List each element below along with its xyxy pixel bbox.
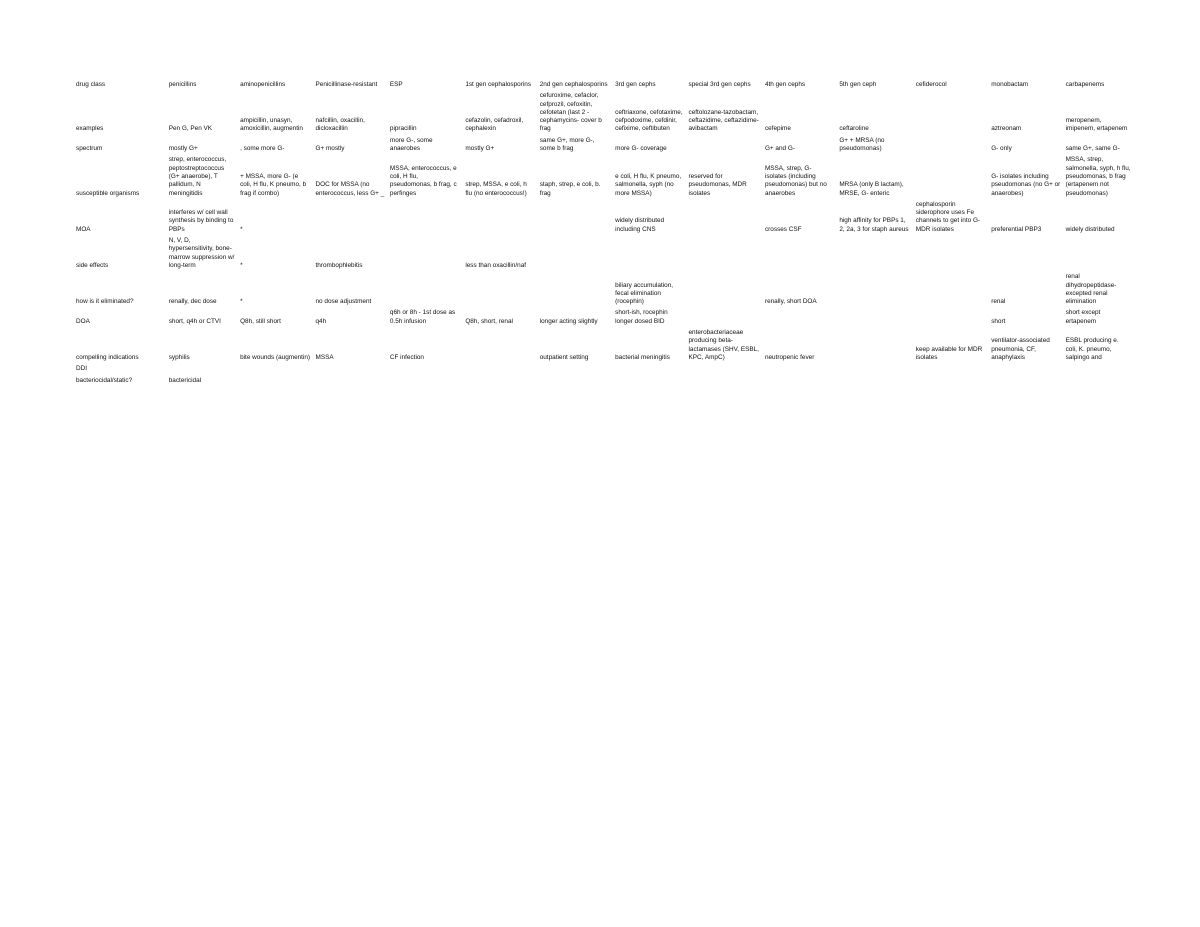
table-cell[interactable] — [388, 237, 463, 273]
table-cell[interactable]: widely distributed including CNS — [615, 217, 665, 233]
row-label-cell[interactable]: spectrum — [76, 145, 103, 153]
table-cell[interactable]: G- only — [991, 145, 1012, 153]
table-cell[interactable] — [687, 377, 763, 388]
header-cell[interactable]: 1st gen cephalosporins — [465, 81, 532, 88]
table-cell[interactable]: DOC for MSSA (no enterococcus, less G+ _ — [315, 181, 385, 197]
table-cell[interactable] — [837, 329, 913, 365]
table-cell[interactable]: G+ + MRSA (no pseudomonas) — [839, 136, 885, 153]
table-cell[interactable]: enterobacteriaceae producing beta-lactamases (SHV, ESBL, KPC, AmpC) — [688, 329, 759, 361]
table-cell[interactable] — [989, 365, 1063, 376]
table-row — [74, 309, 1134, 329]
table-cell[interactable] — [989, 237, 1063, 273]
table-cell[interactable] — [538, 273, 613, 309]
table-cell[interactable]: strep, enterococcus, peptostreptococcus (G+ anaerobe), T pallidum, N meningitidis — [168, 156, 227, 197]
table-cell[interactable]: N, V, D, hypersensitivity, bone-marrow suppression w/ long-term — [168, 237, 235, 269]
table-row — [74, 273, 1134, 309]
table-cell[interactable]: renally, short DOA — [764, 298, 817, 306]
table-row — [74, 137, 1134, 157]
table-cell[interactable] — [914, 365, 989, 376]
table-cell[interactable] — [763, 237, 837, 273]
header-cell[interactable]: cefiderocol — [915, 81, 947, 88]
table-cell[interactable]: , some more G- — [240, 145, 285, 153]
table-cell[interactable]: strep, MSSA, e coli, h flu (no enterococcus!) — [465, 181, 527, 197]
table-cell[interactable]: high affinity for PBPs 1, 2, 2a, 3 for staph aureus — [839, 217, 909, 233]
table-cell[interactable]: cephalosporin siderophore uses Fe channels to get into G- MDR isolates — [915, 200, 981, 233]
table-cell[interactable]: meropenem, imipenem, ertapenem — [1065, 117, 1128, 133]
table-cell[interactable]: same G+, more G-, some b frag — [539, 136, 595, 153]
table-cell[interactable] — [613, 237, 686, 273]
table-cell[interactable]: cefepime — [764, 125, 791, 133]
table-cell[interactable]: renal — [991, 298, 1006, 306]
table-cell[interactable] — [914, 92, 989, 136]
header-cell[interactable]: penicillins — [168, 81, 197, 88]
table-cell[interactable]: Pen G, Pen VK — [168, 125, 213, 133]
table-cell[interactable]: CF infection — [389, 353, 424, 361]
table-cell[interactable] — [914, 156, 989, 200]
table-cell[interactable]: thrombophlebitis — [315, 261, 363, 269]
table-cell[interactable]: MRSA (only B lactam), MRSE, G- enteric — [839, 181, 904, 197]
table-cell[interactable] — [687, 309, 763, 329]
row-label-cell[interactable]: examples — [76, 125, 104, 133]
table-cell[interactable]: syphilis — [168, 353, 190, 361]
table-cell[interactable]: G+ and G- — [764, 145, 795, 153]
table-cell[interactable] — [914, 273, 989, 309]
table-cell[interactable] — [463, 201, 537, 237]
table-cell[interactable] — [538, 365, 613, 376]
table-cell[interactable] — [613, 365, 686, 376]
table-cell[interactable] — [388, 365, 463, 376]
table-cell[interactable]: keep available for MDR isolates — [915, 345, 983, 361]
table-cell[interactable] — [989, 377, 1063, 388]
table-cell[interactable] — [914, 237, 989, 273]
table-cell[interactable] — [238, 377, 313, 388]
table-cell[interactable]: mostly G+ — [168, 145, 198, 153]
table-cell[interactable] — [613, 377, 686, 388]
row-label-cell[interactable]: DDI — [76, 365, 88, 373]
table-cell[interactable]: more G-, some anaerobes — [389, 136, 433, 153]
table-cell[interactable] — [463, 365, 537, 376]
row-label-cell[interactable]: bacteriocidal/static? — [76, 376, 133, 384]
table-cell[interactable]: q4h — [315, 317, 327, 325]
table-cell[interactable]: cefazolin, cefadroxil, cephalexin — [465, 117, 524, 133]
table-cell[interactable] — [388, 377, 463, 388]
header-cell[interactable]: Penicillinase-resistant — [315, 81, 378, 88]
row-label-cell[interactable]: compelling indications — [76, 353, 139, 361]
table-cell[interactable]: * — [240, 261, 243, 269]
table-cell[interactable]: staph, strep, e coli, b. frag — [539, 181, 601, 197]
table-row — [74, 201, 1134, 237]
table-cell[interactable] — [837, 365, 913, 376]
table-cell[interactable]: MSSA, strep, salmonella, syph, h flu, pseudomonas, b frag (ertapenem not pseudomonas) — [1065, 156, 1131, 197]
table-cell[interactable]: neutropenic fever — [764, 353, 815, 361]
table-cell[interactable]: short — [991, 317, 1006, 325]
table-cell[interactable] — [763, 377, 837, 388]
table-cell[interactable] — [687, 201, 763, 237]
table-cell[interactable]: cefuroxime, cefaclor, cefprozil, cefoxitin, cefotetan (last 2 - cephamycins- cover b frag — [539, 92, 602, 133]
table-cell[interactable]: short-ish, rocephin longer dosed BID — [615, 309, 668, 325]
spreadsheet — [74, 81, 1134, 388]
table-cell[interactable] — [463, 377, 537, 388]
table-row — [74, 237, 1134, 273]
table-row — [74, 377, 1134, 388]
header-cell[interactable]: 2nd gen cephalosporins — [539, 81, 608, 88]
table-cell[interactable] — [914, 377, 989, 388]
table-cell[interactable]: ceftriaxone, cefotaxime, cefpodoxime, cefdinir, cefixime, ceftibuten — [615, 108, 683, 133]
table-cell[interactable] — [1064, 377, 1134, 388]
table-cell[interactable]: widely distributed — [1065, 225, 1115, 233]
table-cell[interactable] — [314, 201, 388, 237]
header-cell[interactable]: 5th gen ceph — [839, 81, 877, 88]
table-cell[interactable] — [837, 237, 913, 273]
table-cell[interactable]: nafcillin, oxacillin, dicloxacillin — [315, 117, 365, 133]
table-cell[interactable] — [1064, 237, 1134, 273]
table-cell[interactable]: MSSA, enterococcus, e coli, H flu, pseudomonas, b frag, c perfinges — [389, 164, 457, 197]
table-cell[interactable] — [388, 273, 463, 309]
table-cell[interactable] — [463, 273, 537, 309]
table-cell[interactable]: mostly G+ — [465, 145, 495, 153]
table-cell[interactable]: bacterial meningitis — [615, 353, 670, 361]
table-row — [74, 156, 1134, 200]
table-row — [74, 329, 1134, 365]
table-cell[interactable]: interferes w/ cell wall synthesis by binding to PBPs — [168, 209, 234, 233]
row-label-cell[interactable]: DOA — [76, 317, 90, 325]
table-cell[interactable] — [763, 365, 837, 376]
table-cell[interactable]: longer acting slightly — [539, 317, 598, 325]
table-cell[interactable]: less than oxacillin/naf — [465, 261, 527, 269]
table-cell[interactable] — [837, 309, 913, 329]
table-cell[interactable]: G- isolates including pseudomonas (no G+ or anaerobes) — [991, 172, 1061, 197]
table-cell[interactable] — [238, 365, 313, 376]
table-cell[interactable] — [538, 377, 613, 388]
table-cell[interactable] — [837, 273, 913, 309]
header-cell[interactable]: drug class — [76, 81, 106, 88]
table-cell[interactable]: aztreonam — [991, 125, 1022, 133]
table-cell[interactable]: reserved for pseudomonas, MDR isolates — [688, 172, 747, 197]
table-cell[interactable]: + MSSA, more G- (e coli, H flu, K pneumo, b frag if combo) — [240, 172, 307, 197]
table-cell[interactable]: preferential PBP3 — [991, 225, 1042, 233]
table-cell[interactable]: crosses CSF — [764, 225, 802, 233]
table-cell[interactable]: Q8h, short, renal — [465, 317, 513, 325]
table-cell[interactable]: more G- coverage — [615, 145, 667, 153]
table-cell[interactable] — [914, 137, 989, 157]
table-cell[interactable] — [463, 329, 537, 365]
header-cell[interactable]: aminopenicillins — [240, 81, 286, 88]
row-label-cell[interactable]: how is it eliminated? — [76, 298, 134, 306]
table-cell[interactable] — [538, 237, 613, 273]
row-label-cell[interactable]: MOA — [76, 225, 91, 233]
table-row — [74, 92, 1134, 136]
row-label-cell[interactable]: susceptible organisms — [76, 189, 140, 197]
table-cell[interactable]: no dose adjustment — [315, 298, 372, 306]
table-cell[interactable]: * — [240, 298, 243, 306]
table-cell[interactable]: renally, dec dose — [168, 298, 217, 306]
table-cell[interactable]: short except ertapenem — [1065, 309, 1101, 325]
table-cell[interactable]: q6h or 8h - 1st dose as 0.5h infusion — [389, 309, 456, 325]
table-cell[interactable]: renal dihydropeptidase-excepted renal elimination — [1065, 273, 1117, 306]
header-cell[interactable]: ESP — [389, 81, 403, 88]
table-cell[interactable] — [687, 137, 763, 157]
table-cell[interactable]: biliary accumulation, fecal elimination (rocephin) — [615, 281, 674, 306]
antibiotic-comparison-table — [74, 81, 1134, 388]
table-cell[interactable]: Q8h, still short — [240, 317, 281, 325]
table-cell[interactable] — [314, 377, 388, 388]
table-cell[interactable] — [388, 201, 463, 237]
table-cell[interactable]: outpatient setting — [539, 353, 589, 361]
header-cell[interactable]: 3rd gen cephs — [615, 81, 656, 88]
table-cell[interactable] — [1064, 365, 1134, 376]
table-cell[interactable]: ampicillin, unasyn, amoxicillin, augmentin — [240, 117, 303, 133]
header-cell[interactable]: carbapenems — [1065, 81, 1105, 88]
table-cell[interactable]: e coli, H flu, K pneumo, salmonella, syph (no more MSSA) — [615, 172, 682, 197]
table-cell[interactable] — [687, 273, 763, 309]
table-cell[interactable] — [687, 237, 763, 273]
table-cell[interactable] — [763, 309, 837, 329]
header-cell[interactable]: 4th gen cephs — [764, 81, 806, 88]
table-cell[interactable] — [167, 365, 238, 376]
table-cell[interactable]: short, q4h or CTVI — [168, 317, 221, 325]
table-cell[interactable]: bactericidal — [168, 376, 202, 384]
table-cell[interactable] — [687, 365, 763, 376]
table-cell[interactable] — [837, 377, 913, 388]
table-cell[interactable]: ESBL producing e. coli, K. pneumo, salpingo and — [1065, 337, 1119, 361]
row-label-cell[interactable]: side effects — [76, 261, 109, 269]
table-cell[interactable]: G+ mostly — [315, 145, 345, 153]
table-cell[interactable]: ceftaroline — [839, 125, 869, 133]
table-cell[interactable]: bite wounds (augmentin) — [240, 353, 311, 361]
table-cell[interactable]: pipracillin — [389, 125, 417, 133]
table-cell[interactable]: ceftolozane-tazobactam, ceftazidime, ceftazidime-avibactam — [688, 108, 759, 133]
table-cell[interactable]: ventilator-associated pneumonia, CF, anaphylaxis — [991, 337, 1050, 361]
header-row — [74, 81, 1134, 92]
table-cell[interactable] — [314, 365, 388, 376]
header-cell[interactable]: monobactam — [991, 81, 1029, 88]
table-cell[interactable]: * — [240, 225, 243, 233]
table-row — [74, 365, 1134, 376]
table-cell[interactable] — [538, 201, 613, 237]
table-cell[interactable]: MSSA, strep, G- isolates (including pseudomonas) but no anaerobes — [764, 164, 827, 197]
table-cell[interactable] — [914, 309, 989, 329]
table-cell[interactable]: MSSA — [315, 353, 334, 361]
table-cell[interactable]: same G+, same G- — [1065, 145, 1120, 153]
header-cell[interactable]: special 3rd gen cephs — [688, 81, 751, 88]
